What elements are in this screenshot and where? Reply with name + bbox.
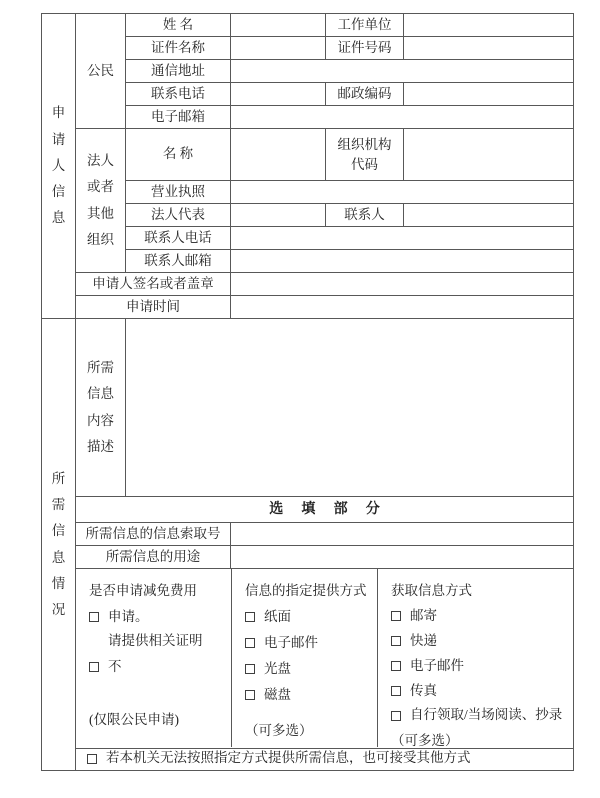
index-no-label: 所需信息的信息索取号 — [76, 523, 231, 546]
contact-phone-label: 联系人电话 — [126, 227, 231, 250]
group-organization-label — [76, 129, 126, 273]
group-citizen-text: 公民 — [87, 62, 114, 78]
contact-email-label: 联系人邮箱 — [126, 250, 231, 273]
options-cell — [76, 569, 574, 749]
obtain-option-express-label: 快递 — [410, 632, 437, 648]
contact-input-cell[interactable] — [404, 204, 574, 227]
content-desc-input-cell[interactable] — [126, 319, 574, 497]
content-desc-text: 所需信息内容描述 — [87, 359, 114, 454]
checkbox-icon[interactable] — [245, 612, 255, 622]
fee-option-apply-note: 请提供相关证明 — [108, 632, 203, 648]
apply-time-label: 申请时间 — [76, 296, 231, 319]
fallback-option[interactable] — [87, 750, 471, 767]
index-no-input-cell[interactable] — [231, 523, 574, 546]
fee-waiver-column — [76, 569, 231, 747]
provide-method-column — [231, 569, 378, 747]
checkbox-icon[interactable] — [89, 662, 99, 672]
contact-email-input-cell[interactable] — [231, 250, 574, 273]
provide-option-email[interactable] — [245, 635, 369, 652]
group-citizen-label — [76, 14, 126, 129]
provide-option-cd[interactable] — [245, 661, 369, 678]
purpose-label: 所需信息的用途 — [76, 546, 231, 569]
obtain-option-mail-label: 邮寄 — [410, 607, 437, 623]
obtain-option-email[interactable] — [391, 658, 565, 675]
checkbox-icon[interactable] — [391, 711, 401, 721]
email-input-cell[interactable] — [231, 106, 574, 129]
provide-method-note: （可多选） — [245, 723, 313, 739]
options-columns — [76, 569, 573, 747]
fee-option-apply-label: 申请。 — [108, 608, 149, 624]
obtain-option-email-label: 电子邮件 — [410, 657, 464, 673]
fallback-cell — [76, 749, 574, 771]
license-input-cell[interactable] — [231, 181, 574, 204]
provide-method-title: 信息的指定提供方式 — [245, 583, 367, 598]
checkbox-icon[interactable] — [391, 611, 401, 621]
section-required-info-label — [42, 319, 76, 771]
provide-option-disk[interactable] — [245, 687, 369, 704]
fee-option-no-label: 不 — [108, 658, 122, 674]
fee-option-apply[interactable] — [89, 609, 223, 626]
phone-label: 联系电话 — [126, 83, 231, 106]
obtain-option-fax-label: 传真 — [410, 682, 437, 698]
checkbox-icon[interactable] — [391, 636, 401, 646]
purpose-input-cell[interactable] — [231, 546, 574, 569]
org-code-label — [326, 129, 404, 181]
checkbox-icon[interactable] — [245, 664, 255, 674]
checkbox-icon[interactable] — [87, 754, 97, 764]
name-input-cell[interactable] — [231, 14, 326, 37]
org-code-input-cell[interactable] — [404, 129, 574, 181]
obtain-method-title: 获取信息方式 — [391, 583, 472, 598]
cert-no-input-cell[interactable] — [404, 37, 574, 60]
signature-label: 申请人签名或者盖章 — [76, 273, 231, 296]
section-required-info-text: 所需信息情况 — [51, 470, 66, 618]
cert-no-label: 证件号码 — [326, 37, 404, 60]
provide-option-email-label: 电子邮件 — [264, 634, 318, 650]
license-label: 营业执照 — [126, 181, 231, 204]
fee-option-no[interactable] — [89, 659, 223, 676]
content-desc-label — [76, 319, 126, 497]
cert-name-input-cell[interactable] — [231, 37, 326, 60]
fee-waiver-title: 是否申请减免费用 — [89, 583, 197, 598]
name-label: 姓 名 — [126, 14, 231, 37]
checkbox-icon[interactable] — [89, 612, 99, 622]
provide-option-paper[interactable] — [245, 609, 369, 626]
postcode-label: 邮政编码 — [326, 83, 404, 106]
work-unit-input-cell[interactable] — [404, 14, 574, 37]
group-organization-text: 法人或者其他组织 — [87, 152, 114, 247]
section-applicant-info-label — [42, 14, 76, 319]
apply-time-input-cell[interactable] — [231, 296, 574, 319]
obtain-option-express[interactable] — [391, 633, 565, 650]
section-applicant-info-text: 申请人信息 — [51, 105, 66, 226]
checkbox-icon[interactable] — [245, 690, 255, 700]
checkbox-icon[interactable] — [391, 661, 401, 671]
obtain-option-mail[interactable] — [391, 608, 565, 625]
obtain-method-column — [378, 569, 573, 747]
legal-rep-input-cell[interactable] — [231, 204, 326, 227]
work-unit-label: 工作单位 — [326, 14, 404, 37]
address-input-cell[interactable] — [231, 60, 574, 83]
obtain-option-self-label: 自行领取/当场阅读、抄录 — [410, 707, 563, 723]
obtain-option-fax[interactable] — [391, 683, 565, 700]
obtain-method-note: （可多选） — [391, 733, 459, 749]
org-code-text: 组织机构代码 — [337, 136, 392, 172]
postcode-input-cell[interactable] — [404, 83, 574, 106]
obtain-option-self[interactable] — [391, 707, 565, 724]
org-name-input-cell[interactable] — [231, 129, 326, 181]
provide-option-paper-label: 纸面 — [264, 608, 291, 624]
fallback-option-label: 若本机关无法按照指定方式提供所需信息，也可接受其他方式 — [106, 750, 471, 766]
legal-rep-label: 法人代表 — [126, 204, 231, 227]
contact-label: 联系人 — [326, 204, 404, 227]
signature-input-cell[interactable] — [231, 273, 574, 296]
provide-option-disk-label: 磁盘 — [264, 686, 291, 702]
phone-input-cell[interactable] — [231, 83, 326, 106]
email-label: 电子邮箱 — [126, 106, 231, 129]
fee-waiver-note: (仅限公民申请) — [89, 711, 179, 727]
address-label: 通信地址 — [126, 60, 231, 83]
cert-name-label: 证件名称 — [126, 37, 231, 60]
checkbox-icon[interactable] — [245, 638, 255, 648]
provide-option-cd-label: 光盘 — [264, 660, 291, 676]
optional-section-header: 选填部分 — [76, 497, 574, 523]
application-form-table — [41, 13, 574, 771]
checkbox-icon[interactable] — [391, 686, 401, 696]
org-name-label: 名 称 — [126, 129, 231, 181]
contact-phone-input-cell[interactable] — [231, 227, 574, 250]
